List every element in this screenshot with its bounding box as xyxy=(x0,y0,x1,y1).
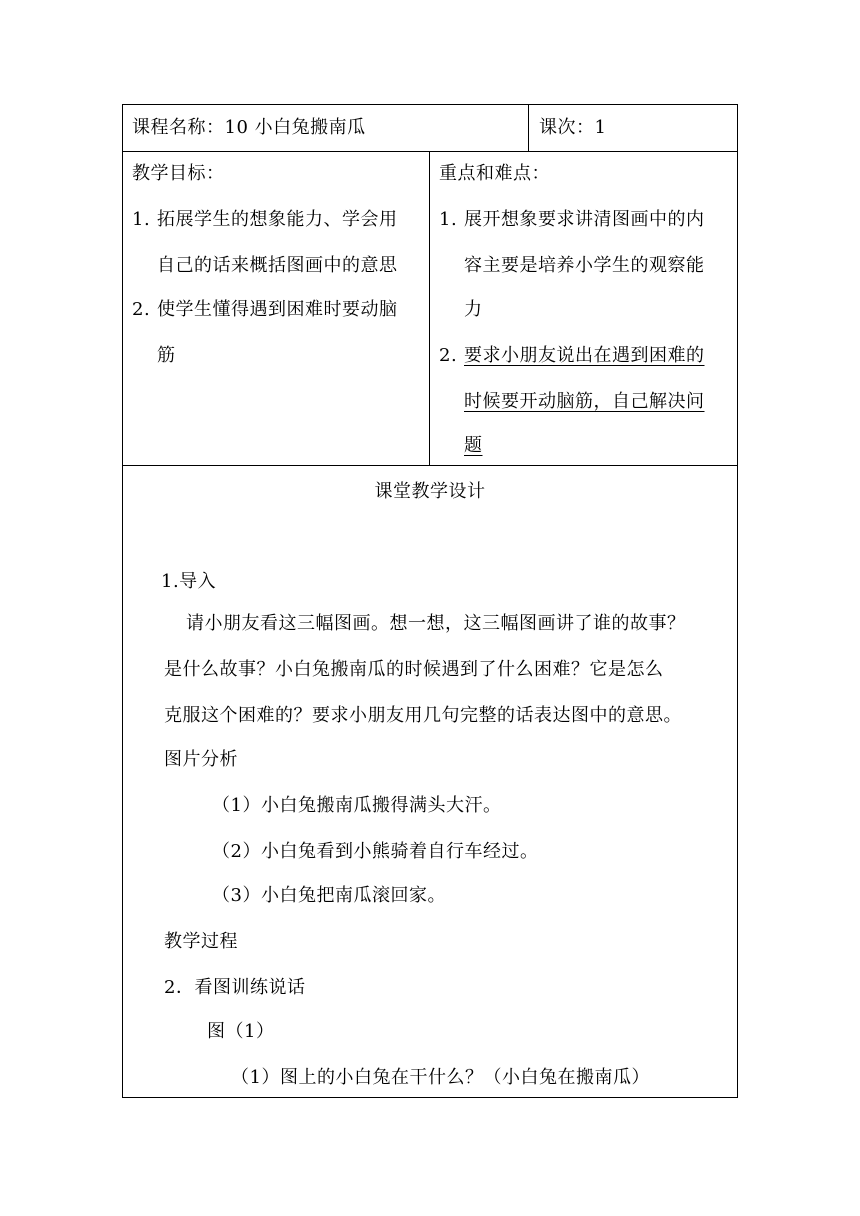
objective-1-line-1: 拓展学生的想象能力、学会用 xyxy=(157,209,398,230)
intro-paragraph-line-1: 请小朋友看这三幅图画。想一想，这三幅图画讲了谁的故事？ xyxy=(186,613,686,634)
picture-analysis-item-2: （2）小白兔看到小熊骑着自行车经过。 xyxy=(212,841,539,862)
picture-analysis-item-1: （1）小白兔搬南瓜搬得满头大汗。 xyxy=(212,795,502,816)
objectives-column-divider xyxy=(429,151,430,466)
key-point-1-line-2: 容主要是培养小学生的观察能 xyxy=(464,255,705,276)
objective-2-line-2: 筋 xyxy=(157,345,176,366)
teaching-process-heading: 教学过程 xyxy=(164,931,238,952)
key-point-1-line-3: 力 xyxy=(464,299,483,320)
figure-1-label: 图（1） xyxy=(207,1021,275,1042)
table-border-bottom xyxy=(122,1097,738,1098)
key-point-1-line-1: 展开想象要求讲清图画中的内 xyxy=(464,209,705,230)
objective-1-line-2: 自己的话来概括图画中的意思 xyxy=(157,255,398,276)
row-divider-2 xyxy=(122,465,738,466)
key-point-1-number: 1. xyxy=(439,209,458,230)
section-speaking-heading: 2．看图训练说话 xyxy=(164,977,306,998)
objective-2-line-1: 使学生懂得遇到困难时要动脑 xyxy=(157,299,398,320)
key-point-2-line-2: 时候要开动脑筋，自己解决问 xyxy=(464,391,705,412)
header-column-divider xyxy=(528,104,529,152)
key-point-2-number: 2. xyxy=(439,345,458,366)
picture-analysis-item-3: （3）小白兔把南瓜滚回家。 xyxy=(212,885,446,906)
section-intro-heading: 1.导入 xyxy=(161,571,217,592)
key-point-2-line-3: 题 xyxy=(464,435,483,456)
picture-analysis-heading: 图片分析 xyxy=(164,749,238,770)
design-title: 课堂教学设计 xyxy=(374,481,486,502)
table-border-left xyxy=(122,104,123,1098)
intro-paragraph-line-3: 克服这个困难的？要求小朋友用几句完整的话表达图中的意思。 xyxy=(164,705,682,726)
course-name: 课程名称：10 小白兔搬南瓜 xyxy=(132,117,366,138)
intro-paragraph-line-2: 是什么故事？小白兔搬南瓜的时候遇到了什么困难？它是怎么 xyxy=(164,659,664,680)
objective-2-number: 2. xyxy=(132,299,151,320)
row-divider-1 xyxy=(122,151,738,152)
lesson-number: 课次：1 xyxy=(539,117,607,138)
objectives-title: 教学目标： xyxy=(132,163,225,184)
figure-1-question-1: （1）图上的小白兔在干什么？（小白兔在搬南瓜） xyxy=(231,1067,650,1088)
key-points-title: 重点和难点： xyxy=(439,163,550,184)
objective-1-number: 1. xyxy=(132,209,151,230)
table-border-top xyxy=(122,104,738,105)
key-point-2-line-1: 要求小朋友说出在遇到困难的 xyxy=(464,345,705,366)
table-border-right xyxy=(737,104,738,1098)
